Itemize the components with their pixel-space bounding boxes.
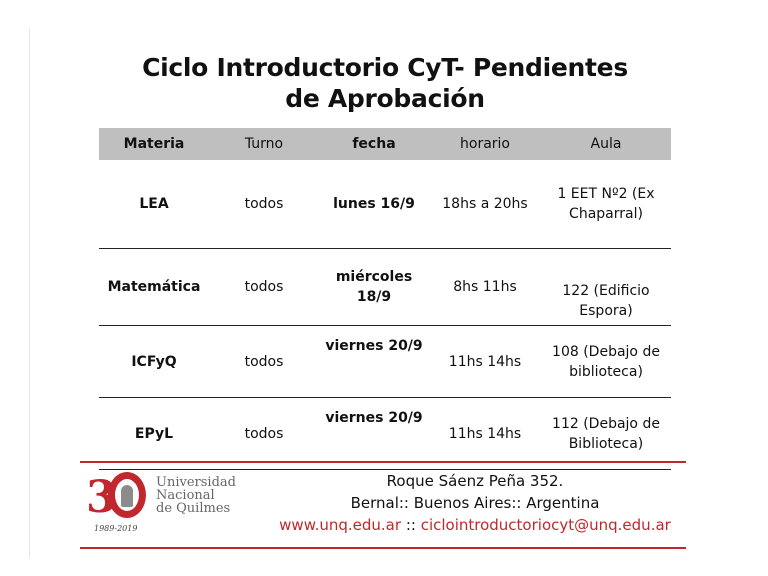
cell-materia: EPyL — [99, 398, 209, 470]
unq-30-years-logo — [86, 472, 266, 540]
logo-university-name — [156, 476, 236, 515]
cell-turno: todos — [209, 160, 319, 249]
cell-turno: todos — [209, 326, 319, 398]
title-line-1: Ciclo Introductorio CyT- Pendientes — [142, 53, 628, 82]
cell-turno: todos — [209, 249, 319, 326]
cell-aula-line-2: Chaparral) — [569, 206, 643, 222]
table-row — [99, 249, 671, 326]
cell-fecha: lunes 16/9 — [319, 160, 429, 249]
cell-turno: todos — [209, 398, 319, 470]
cell-aula-line-2: biblioteca) — [569, 363, 643, 380]
cell-materia: LEA — [99, 160, 209, 249]
cell-aula-line-2: Biblioteca) — [568, 435, 644, 452]
cell-aula-line-2: Espora) — [579, 303, 633, 319]
contact-separator: :: — [401, 516, 421, 534]
cell-horario: 8hs 11hs — [429, 249, 541, 326]
title-line-2: de Aprobación — [285, 84, 485, 113]
contact-line — [270, 514, 680, 536]
cell-aula — [541, 249, 671, 326]
cell-materia: ICFyQ — [99, 326, 209, 398]
cell-horario: 11hs 14hs — [429, 326, 541, 398]
table-row — [99, 160, 671, 249]
cell-fecha-line-1: miércoles — [335, 269, 413, 285]
website-link[interactable]: www.unq.edu.ar — [279, 516, 402, 534]
cell-fecha: viernes 20/9 — [319, 398, 429, 470]
logo-zero-ring-icon — [108, 472, 146, 518]
contact-block — [270, 470, 680, 536]
cell-materia: Matemática — [99, 249, 209, 326]
logo-silhouette-icon — [121, 485, 133, 507]
cell-aula-line-1: 108 (Debajo de — [552, 343, 660, 360]
header-turno: Turno — [209, 128, 319, 160]
logo-name-line-3: de Quilmes — [156, 501, 231, 516]
slide-edge-divider — [29, 28, 30, 558]
logo-name-line-2: Nacional — [156, 488, 215, 503]
schedule-table — [99, 128, 671, 470]
logo-number: 3 — [86, 472, 117, 523]
logo-years: 1989-2019 — [94, 524, 138, 533]
cell-horario: 18hs a 20hs — [429, 160, 541, 249]
header-materia: Materia — [99, 128, 209, 160]
address-line-1: Roque Sáenz Peña 352. — [386, 472, 564, 490]
header-aula: Aula — [541, 128, 671, 160]
header-fecha: fecha — [319, 128, 429, 160]
cell-horario: 11hs 14hs — [429, 398, 541, 470]
page-title — [100, 52, 670, 114]
address-line-2: Bernal:: Buenos Aires:: Argentina — [350, 494, 600, 512]
cell-aula — [541, 160, 671, 249]
footer-divider-bottom — [80, 547, 686, 549]
cell-aula-line-1: 112 (Debajo de — [552, 415, 660, 432]
email-link[interactable]: ciclointroductoriocyt@unq.edu.ar — [420, 516, 671, 534]
logo-name-line-1: Universidad — [156, 475, 236, 490]
cell-aula — [541, 398, 671, 470]
table-row — [99, 326, 671, 398]
footer-divider-top — [80, 461, 686, 463]
cell-aula-line-1: 122 (Edificio — [562, 283, 650, 299]
header-horario: horario — [429, 128, 541, 160]
cell-fecha — [319, 249, 429, 326]
table-header-row — [99, 128, 671, 160]
table-row — [99, 398, 671, 470]
cell-fecha: viernes 20/9 — [319, 326, 429, 398]
cell-fecha-line-2: 18/9 — [356, 289, 392, 305]
cell-aula — [541, 326, 671, 398]
cell-aula-line-1: 1 EET Nº2 (Ex — [557, 186, 655, 202]
